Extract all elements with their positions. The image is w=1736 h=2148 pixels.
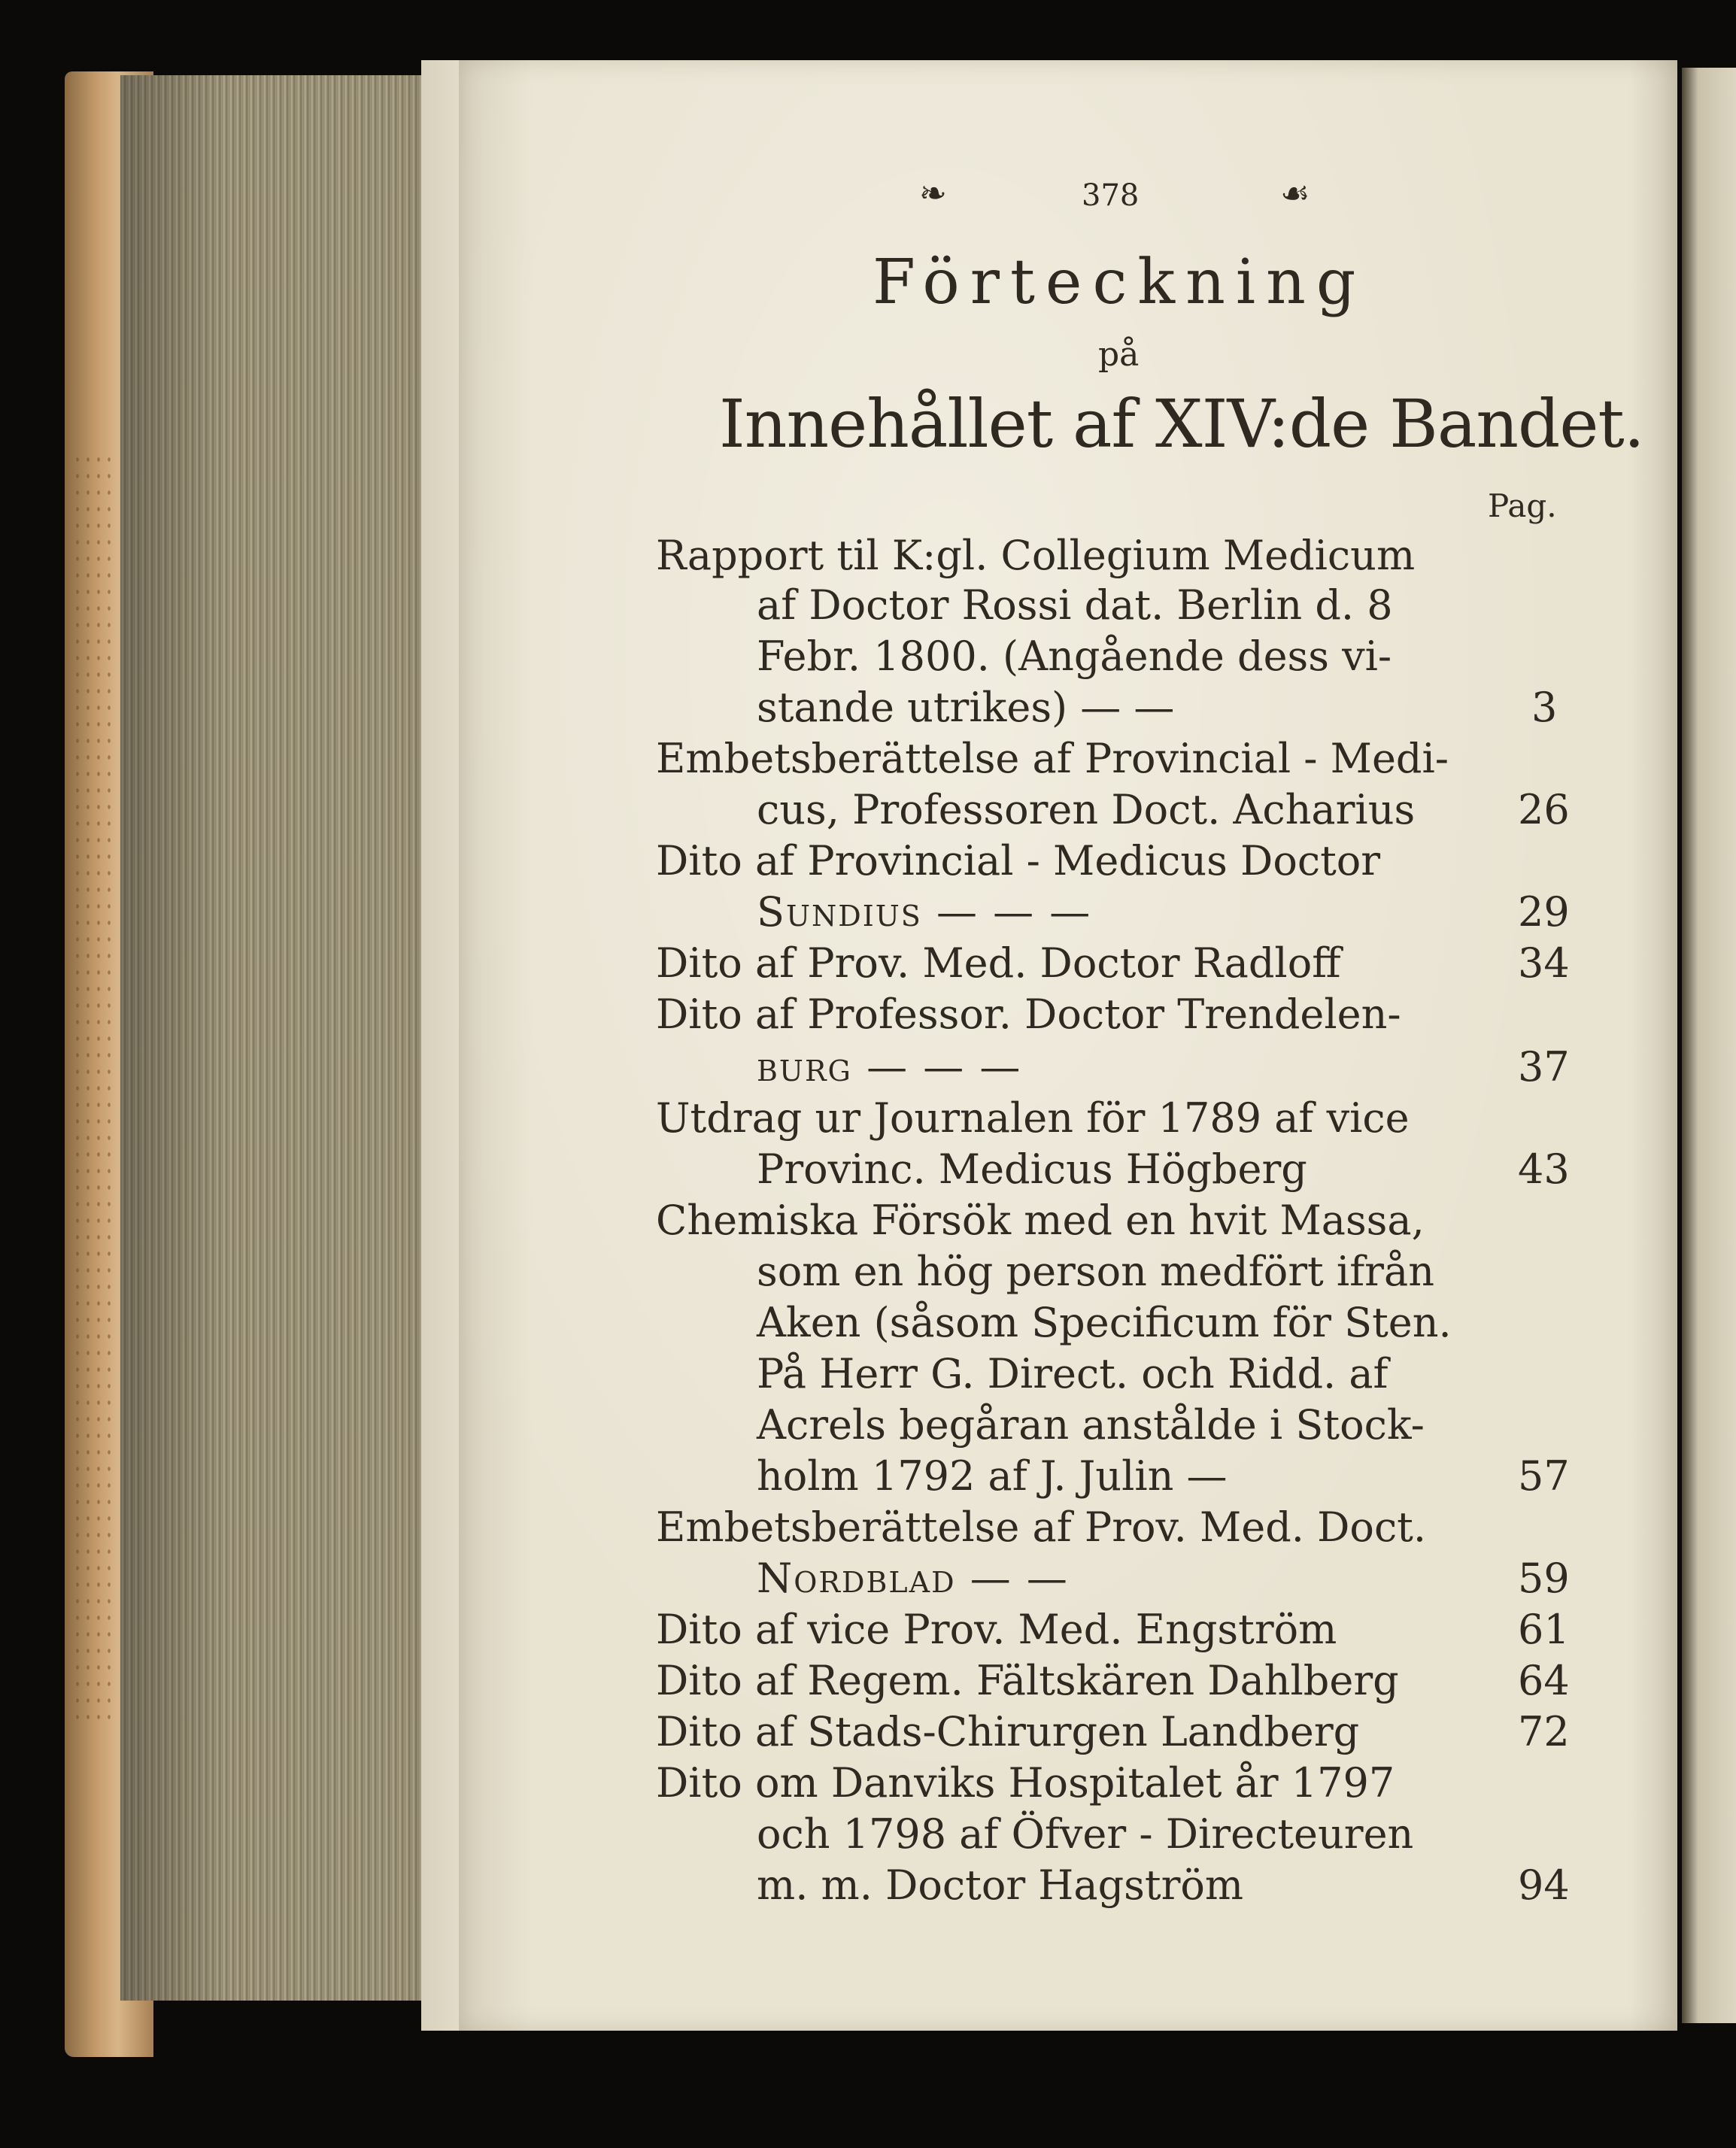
page-ref: 61 bbox=[1518, 1606, 1570, 1653]
entry-line: Dito af Professor. Doctor Trendelen- bbox=[656, 991, 1401, 1038]
entry-line: Chemiska Försök med en hvit Massa, bbox=[656, 1197, 1425, 1244]
page-ref: 34 bbox=[1518, 939, 1570, 987]
subtitle-volume: Innehållet af XIV:de Bandet. bbox=[719, 385, 1644, 463]
entry-line: stande utrikes) — — bbox=[757, 684, 1175, 731]
cover-texture bbox=[72, 451, 117, 1730]
page-ref: 72 bbox=[1518, 1708, 1570, 1755]
entry-line: Dito af Regem. Fältskären Dahlberg bbox=[656, 1657, 1399, 1704]
entry-line: Dito af Stads-Chirurgen Landberg bbox=[656, 1708, 1360, 1755]
page-title: Förteckning bbox=[873, 247, 1367, 318]
page-number: 378 bbox=[1082, 178, 1140, 213]
entry-line: af Doctor Rossi dat. Berlin d. 8 bbox=[757, 581, 1393, 629]
entry-line: Dito af vice Prov. Med. Engström bbox=[656, 1606, 1337, 1653]
subtitle-pa: på bbox=[1098, 335, 1140, 374]
entry-line: Dito af Provincial - Medicus Doctor bbox=[656, 837, 1381, 884]
entry-line: holm 1792 af J. Julin — bbox=[757, 1452, 1228, 1500]
entry-line: Sundius — — — bbox=[757, 888, 1092, 936]
entry-line: Febr. 1800. (Angående dess vi- bbox=[757, 633, 1392, 680]
page-ref: 29 bbox=[1518, 888, 1570, 936]
entry-line: Provinc. Medicus Högberg bbox=[757, 1145, 1307, 1193]
page-ref: 3 bbox=[1531, 684, 1558, 731]
entry-line: och 1798 af Öfver - Directeuren bbox=[757, 1810, 1414, 1858]
page-ref: 59 bbox=[1518, 1555, 1570, 1602]
right-ornament: ☙ bbox=[1280, 174, 1310, 213]
entry-line: Aken (såsom Specificum för Sten. bbox=[757, 1299, 1452, 1346]
page-ref: 64 bbox=[1518, 1657, 1570, 1704]
entry-line: m. m. Doctor Hagström bbox=[757, 1861, 1244, 1909]
page-ref: 26 bbox=[1518, 786, 1570, 833]
entry-line: Dito om Danviks Hospitalet år 1797 bbox=[656, 1759, 1395, 1807]
entry-line: Dito af Prov. Med. Doctor Radloff bbox=[656, 939, 1341, 987]
pag-column-label: Pag. bbox=[1488, 487, 1557, 524]
entry-line: Nordblad — — bbox=[757, 1555, 1069, 1602]
page-ref: 57 bbox=[1518, 1452, 1570, 1500]
entry-line: cus, Professoren Doct. Acharius bbox=[757, 786, 1416, 833]
entry-line: burg — — — bbox=[757, 1043, 1022, 1091]
entry-line: På Herr G. Direct. och Ridd. af bbox=[757, 1350, 1388, 1397]
entry-line: Rapport til K:gl. Collegium Medicum bbox=[656, 532, 1416, 579]
page-ref: 94 bbox=[1518, 1861, 1570, 1909]
entry-line: Utdrag ur Journalen för 1789 af vice bbox=[656, 1094, 1410, 1142]
entry-line: som en hög person medfört ifrån bbox=[757, 1248, 1434, 1295]
page-ref: 37 bbox=[1518, 1043, 1570, 1091]
next-page-edge bbox=[1682, 68, 1736, 2023]
entry-line: Acrels begåran anstålde i Stock- bbox=[757, 1401, 1425, 1449]
entry-line: Embetsberättelse af Prov. Med. Doct. bbox=[656, 1503, 1427, 1551]
entry-line: Embetsberättelse af Provincial - Medi- bbox=[656, 735, 1449, 782]
page-ref: 43 bbox=[1518, 1145, 1570, 1193]
left-ornament: ❧ bbox=[919, 174, 947, 213]
